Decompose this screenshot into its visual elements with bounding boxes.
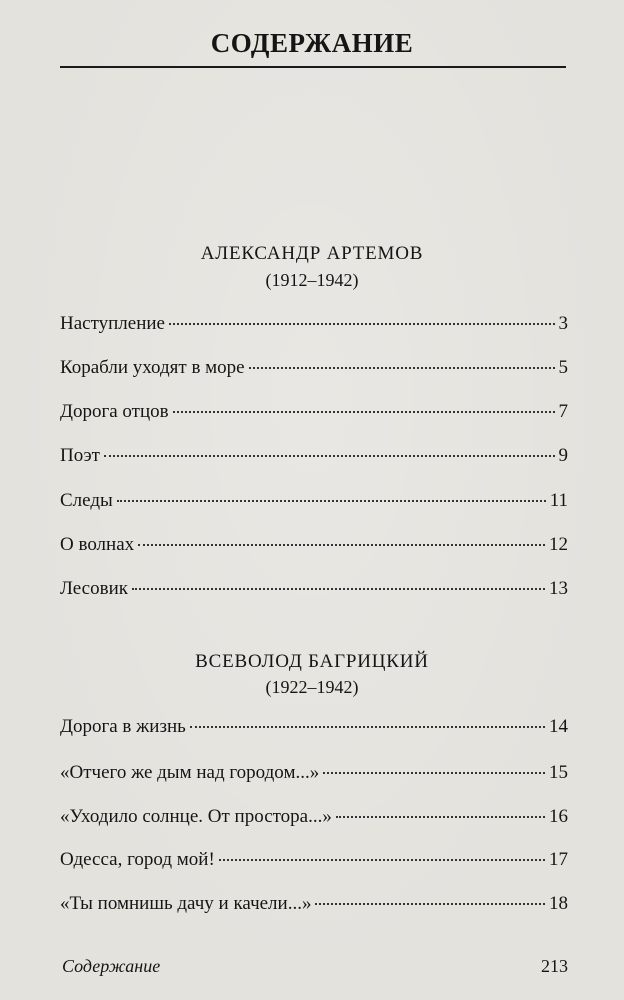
dot-leader <box>190 726 545 728</box>
toc-entry[interactable] <box>60 443 568 469</box>
toc-entry-title: О волнах <box>60 534 135 555</box>
toc-entry-title: «Ты помнишь дачу и качели...» <box>60 893 312 914</box>
section-years-artemov: (1912–1942) <box>265 270 359 290</box>
toc-entry-page: 16 <box>549 806 568 827</box>
toc-entry-page: 13 <box>549 578 568 599</box>
dot-leader <box>323 772 545 774</box>
toc-entry-page: 7 <box>558 401 568 422</box>
toc-entry-page: 18 <box>549 893 568 914</box>
dot-leader <box>219 859 545 861</box>
toc-entry-title: Лесовик <box>60 578 128 599</box>
toc-entry-title: Дорога отцов <box>60 401 169 422</box>
toc-entry[interactable] <box>60 804 568 830</box>
toc-entry-page: 11 <box>549 490 568 511</box>
page-number: 213 <box>541 956 568 976</box>
dot-leader <box>169 323 555 325</box>
dot-leader <box>132 588 545 590</box>
dot-leader <box>336 816 545 818</box>
section-author-bagritsky: ВСЕВОЛОД БАГРИЦКИЙ <box>195 651 429 672</box>
dot-leader <box>104 455 555 457</box>
toc-entry-page: 12 <box>549 534 568 555</box>
dot-leader <box>249 367 555 369</box>
toc-entry-title: Одесса, город мой! <box>60 849 215 870</box>
toc-entry-page: 14 <box>549 716 568 737</box>
toc-entry[interactable] <box>60 532 568 558</box>
toc-entry-page: 9 <box>558 445 568 466</box>
toc-entry-page: 5 <box>558 357 568 378</box>
toc-entry[interactable] <box>60 399 568 425</box>
toc-entry[interactable] <box>60 576 568 602</box>
toc-entry-page: 15 <box>549 762 568 783</box>
toc-entry-title: Дорога в жизнь <box>60 716 186 737</box>
toc-entry-title: Поэт <box>60 445 100 466</box>
toc-entry[interactable] <box>60 847 568 873</box>
toc-entry-page: 17 <box>549 849 568 870</box>
toc-entry[interactable] <box>60 355 568 381</box>
running-footer-title: Содержание <box>62 956 161 976</box>
toc-entry[interactable] <box>60 760 568 786</box>
section-author-artemov: АЛЕКСАНДР АРТЕМОВ <box>200 243 424 264</box>
toc-entry-title: «Отчего же дым над городом...» <box>60 762 320 783</box>
toc-entry-title: Следы <box>60 490 113 511</box>
dot-leader <box>173 411 555 413</box>
dot-leader <box>117 500 546 502</box>
toc-entry-page: 3 <box>558 313 568 334</box>
dot-leader <box>315 903 545 905</box>
toc-entry-title: Наступление <box>60 313 165 334</box>
page-title: СОДЕРЖАНИЕ <box>210 28 414 58</box>
dot-leader <box>138 544 545 546</box>
toc-entry[interactable] <box>60 714 568 740</box>
toc-entry[interactable] <box>60 311 568 337</box>
section-years-bagritsky: (1922–1942) <box>265 677 359 697</box>
toc-entry[interactable] <box>60 488 568 514</box>
toc-entry[interactable] <box>60 891 568 917</box>
toc-entry-title: Корабли уходят в море <box>60 357 245 378</box>
title-rule <box>60 66 566 68</box>
toc-entry-title: «Уходило солнце. От простора...» <box>60 806 332 827</box>
